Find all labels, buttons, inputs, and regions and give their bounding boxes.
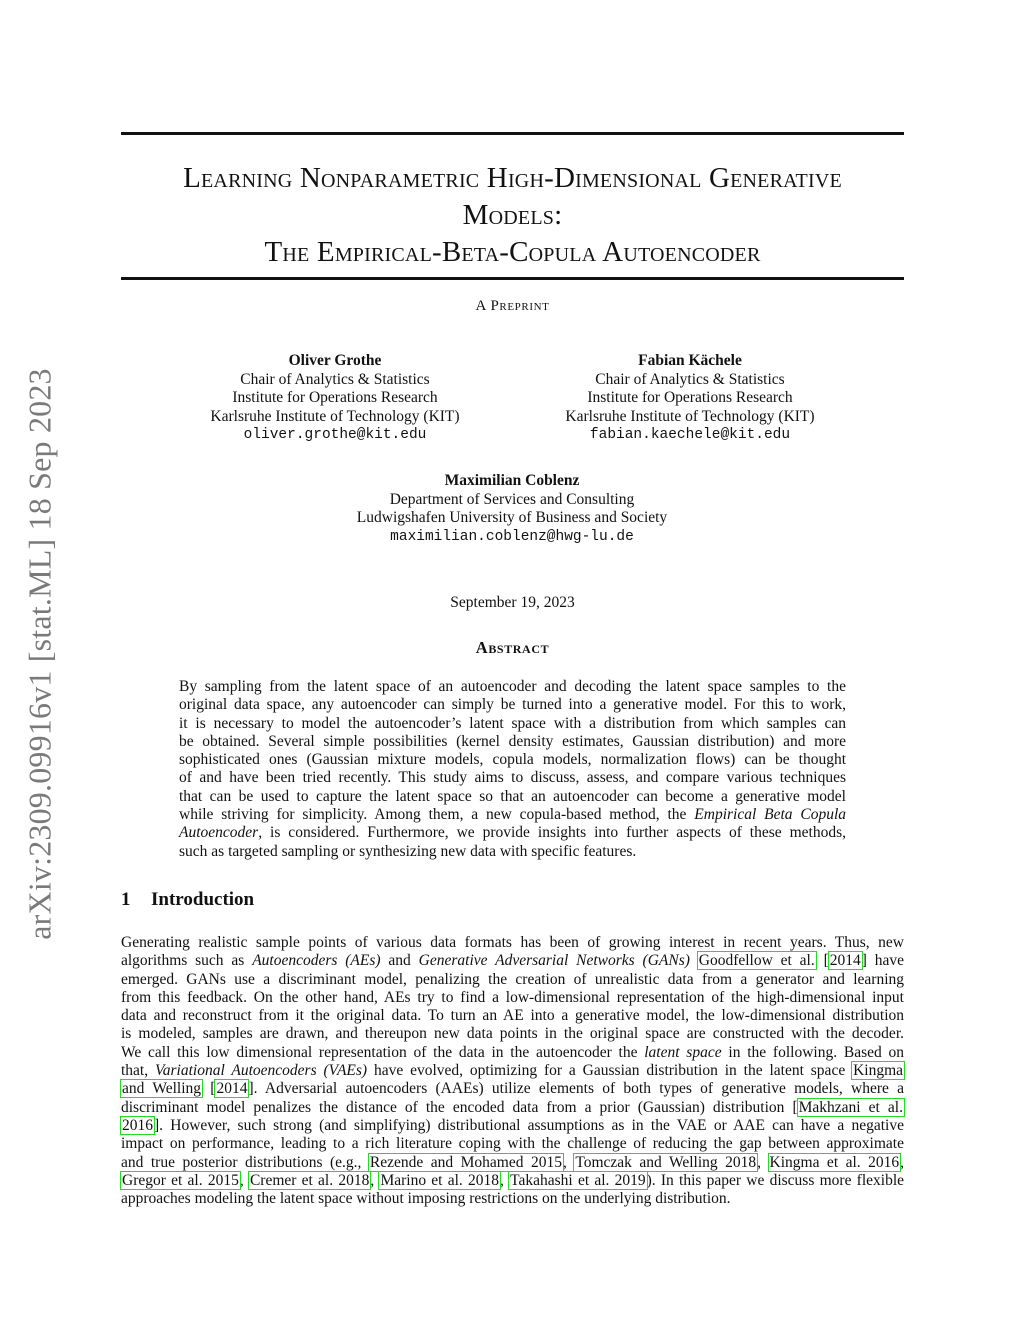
- author-name: Oliver Grothe: [288, 352, 382, 369]
- citation-year-link[interactable]: 2016: [122, 1116, 153, 1134]
- author-affiliation: Chair of Analytics & Statistics: [240, 370, 430, 388]
- abstract-body: [179, 678, 846, 861]
- abstract-line: that can be used to capture the latent space so that an autoencoder can become a generative model: [179, 787, 846, 805]
- intro-line: from this feedback. On the other hand, AEs try to find a low-dimensional representation of the high-dimensional input: [121, 988, 904, 1006]
- abstract-text: while striving for simplicity. Among them, a new copula-based method, the: [179, 806, 687, 824]
- section-number: 1: [121, 889, 131, 910]
- intro-line: is modeled, samples are drawn, and thereupon new data points in the original space are constructed with the decoder.: [121, 1025, 904, 1043]
- citation-link[interactable]: Tomczak and Welling 2018: [575, 1153, 757, 1171]
- author-email[interactable]: fabian.kaechele@kit.edu: [589, 427, 791, 443]
- title-rule-top: [121, 132, 904, 135]
- author-block-1: [190, 352, 480, 445]
- term-emphasis: latent space: [644, 1043, 722, 1061]
- author-email[interactable]: oliver.grothe@kit.edu: [243, 427, 427, 443]
- author-affiliation: Chair of Analytics & Statistics: [595, 370, 785, 388]
- intro-line: 2016]. However, such strong (and simplifying) distributional assumptions as in the VAE or AAE can have a negative: [122, 1116, 904, 1134]
- abstract-line: sophisticated ones (Gaussian mixture models, copula models, normalization flows) can be thought: [179, 751, 846, 769]
- abstract-heading: Abstract: [475, 638, 550, 657]
- intro-line: data and reconstruct from it the original data. To turn an AE into a generative model, the low-dimensional distribution: [121, 1007, 904, 1025]
- intro-text: have: [874, 952, 905, 970]
- citation-link[interactable]: Kingma: [853, 1062, 904, 1080]
- intro-line: impact on performance, leading to a rich literature coping with the challenge of reducing the gap between approximate: [121, 1135, 904, 1153]
- intro-text: in the following. Based on: [728, 1043, 905, 1061]
- term-emphasis: Generative Adversarial Networks (GANs): [418, 952, 690, 970]
- citation-link[interactable]: Takahashi et al. 2019: [510, 1171, 646, 1189]
- term-emphasis: Variational Autoencoders (VAEs): [155, 1062, 368, 1080]
- author-name: Fabian Kächele: [638, 352, 742, 369]
- abstract-text: , is considered. Furthermore, we provide insights into further aspects of these methods,: [258, 824, 846, 842]
- abstract-line: [179, 806, 846, 824]
- intro-text: discriminant model penalizes the distance of the encoded data from a prior (Gaussian) distribution: [121, 1098, 785, 1116]
- abstract-line: By sampling from the latent space of an autoencoder and decoding the latent space samples to the: [179, 678, 846, 695]
- citation-link[interactable]: Gregor et al. 2015: [122, 1171, 239, 1189]
- abstract-line: such as targeted sampling or synthesizing new data with specific features.: [179, 842, 637, 860]
- citation-link[interactable]: Makhzani et al.: [798, 1098, 903, 1116]
- citation-year-link[interactable]: 2014: [216, 1080, 248, 1098]
- citation-link[interactable]: Marino et al. 2018: [380, 1171, 499, 1189]
- arxiv-identifier: arXiv:2309.09916v1 [stat.ML] 18 Sep 2023: [21, 368, 58, 940]
- intro-line: algorithms such as Autoencoders (AEs) and Generative Adversarial Networks (GANs) Goodfellow et al. [2014] have: [121, 952, 905, 970]
- citation-link[interactable]: Cremer et al. 2018: [249, 1171, 370, 1189]
- title-rule-bottom: [121, 277, 904, 280]
- title-line-1: Learning Nonparametric High-Dimensional Generative: [183, 162, 842, 194]
- intro-line: discriminant model penalizes the distance of the encoded data from a prior (Gaussian) distribution [Makhzani et al.: [121, 1098, 903, 1116]
- citation-link[interactable]: Kingma et al. 2016: [769, 1153, 900, 1171]
- intro-text: have evolved, optimizing for a Gaussian distribution in the latent space: [373, 1062, 846, 1080]
- citation-link[interactable]: and Welling: [122, 1080, 202, 1098]
- section-title: Introduction: [151, 889, 255, 910]
- citation-link[interactable]: Rezende and Mohamed 2015: [369, 1153, 562, 1171]
- intro-line: and Welling [2014]. Adversarial autoencoders (AAEs) utilize elements of both types of generative models, where a: [122, 1080, 904, 1098]
- author-affiliation: Ludwigshafen University of Business and Society: [356, 509, 668, 526]
- abstract-line: it is necessary to model the autoencoder’s latent space with a distribution from which samples can: [179, 714, 846, 732]
- intro-text: . Adversarial autoencoders (AAEs) utilize elements of both types of generative models, where a: [253, 1080, 904, 1098]
- intro-line: [121, 1062, 904, 1080]
- section-heading: [121, 889, 254, 911]
- author-affiliation: Karlsruhe Institute of Technology (KIT): [210, 407, 460, 425]
- method-name-emphasis: Autoencoder: [179, 824, 259, 842]
- author-affiliation: Institute for Operations Research: [232, 389, 438, 406]
- author-block-2: [545, 352, 835, 445]
- method-name-emphasis: Empirical Beta Copula: [694, 806, 847, 824]
- citation-link[interactable]: Goodfellow et al.: [698, 952, 815, 970]
- abstract-line: [179, 824, 846, 842]
- intro-text: and: [388, 952, 411, 970]
- intro-text: ). In this paper we discuss more flexible: [646, 1171, 905, 1189]
- author-name: Maximilian Coblenz: [444, 472, 580, 489]
- arxiv-sidebar: [14, 348, 66, 960]
- preprint-label: A Preprint: [475, 298, 550, 314]
- author-affiliation: Department of Services and Consulting: [389, 490, 635, 508]
- abstract-line: original data space, any autoencoder can simply be turned into a generative model. For this to work,: [179, 696, 846, 714]
- publication-date: September 19, 2023: [450, 594, 575, 611]
- intro-line: Generating realistic sample points of various data formats has been of growing interest in recent years. Thus, new: [121, 934, 904, 951]
- abstract-line: of and have been tried recently. This study aims to discuss, assess, and compare various techniques: [179, 769, 846, 787]
- author-affiliation: Institute for Operations Research: [587, 389, 793, 406]
- paper-title: [121, 160, 904, 271]
- term-emphasis: Autoencoders (AEs): [252, 952, 381, 970]
- intro-line: and true posterior distributions (e.g., Rezende and Mohamed 2015, Tomczak and Welling 2018, Kingma et al. 2016,: [121, 1153, 905, 1171]
- citation-year-link[interactable]: 2014: [829, 952, 861, 970]
- intro-line: [121, 1044, 904, 1062]
- intro-text: that,: [121, 1062, 149, 1080]
- title-line-3: The Empirical-Beta-Copula Autoencoder: [264, 236, 761, 268]
- introduction-body: [121, 934, 904, 1208]
- author-email[interactable]: maximilian.coblenz@hwg-lu.de: [390, 528, 634, 545]
- title-line-2: Models:: [462, 199, 563, 231]
- intro-line: emerged. GANs use a discriminant model, penalizing the creation of unrealistic data from a generator and learning: [121, 970, 904, 988]
- intro-text: and true posterior distributions (e.g.,: [121, 1153, 362, 1171]
- intro-text: algorithms such as: [121, 952, 245, 970]
- author-affiliation: Karlsruhe Institute of Technology (KIT): [565, 407, 815, 425]
- intro-line: Gregor et al. 2015, Cremer et al. 2018, Marino et al. 2018, Takahashi et al. 2019). In this paper we discuss more flexible: [122, 1171, 905, 1189]
- intro-text: We call this low dimensional representation of the data in the autoencoder the: [121, 1043, 638, 1061]
- author-block-3: [312, 472, 712, 546]
- intro-text: . However, such strong (and simplifying) distributional assumptions as in the VAE or AAE can have a negative: [159, 1116, 904, 1134]
- abstract-line: be obtained. Several simple possibilities (kernel density estimates, Gaussian distribution) and more: [179, 732, 846, 750]
- intro-line: approaches modeling the latent space without imposing restrictions on the underlying distribution.: [121, 1190, 731, 1208]
